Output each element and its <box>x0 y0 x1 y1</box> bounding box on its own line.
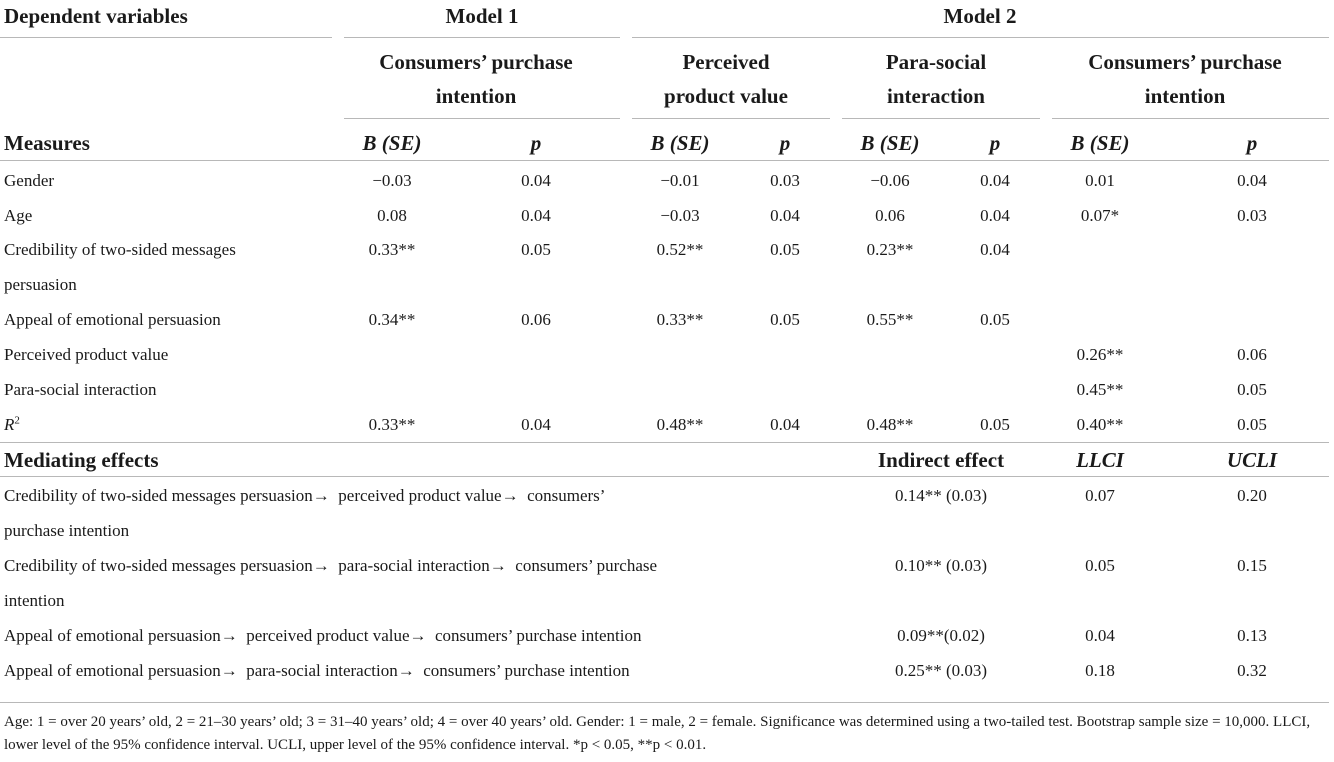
table-cell: 0.04 <box>1237 171 1267 190</box>
table-cell: 0.05 <box>770 310 800 329</box>
r2-cell: 0.48** <box>656 415 704 434</box>
divider-line <box>1052 118 1329 119</box>
row-label: Gender <box>4 171 55 190</box>
table-cell: −0.06 <box>870 171 910 190</box>
table-cell: 0.03 <box>1237 206 1267 225</box>
p-header: p <box>779 131 791 155</box>
r2-cell: 0.05 <box>980 415 1010 434</box>
table-cell: 0.04 <box>770 206 800 225</box>
r2-label-superscript: 2 <box>14 414 20 427</box>
row-label: Credibility of two-sided messages <box>4 240 236 259</box>
table-cell: 0.06 <box>1237 345 1267 364</box>
mediation-path: purchase intention <box>4 521 130 540</box>
divider-line <box>0 442 1329 443</box>
group2-line1: Perceived <box>682 50 770 74</box>
table-cell: −0.01 <box>660 171 700 190</box>
llci-cell: 0.05 <box>1085 556 1115 575</box>
r2-cell: 0.05 <box>1237 415 1267 434</box>
group1-line1: Consumers’ purchase <box>379 50 573 74</box>
r2-cell: 0.04 <box>770 415 800 434</box>
group3-line2: interaction <box>887 84 985 108</box>
ucli-cell: 0.15 <box>1237 556 1267 575</box>
ucli-cell: 0.32 <box>1237 661 1267 680</box>
table-cell: 0.33** <box>368 240 416 259</box>
mediation-path: Credibility of two-sided messages persuasion→ perceived product value→ consumers’ <box>4 486 606 505</box>
divider-line <box>0 37 332 38</box>
divider-line <box>0 160 1329 161</box>
r2-label <box>4 415 20 435</box>
table-cell: 0.52** <box>656 240 704 259</box>
table-cell: 0.05 <box>980 310 1010 329</box>
ucli-cell: 0.20 <box>1237 486 1267 505</box>
ucli-header: UCLI <box>1226 448 1278 472</box>
table-cell: 0.01 <box>1085 171 1115 190</box>
mediation-path: Appeal of emotional persuasion→ para-social interaction→ consumers’ purchase intention <box>4 661 630 680</box>
indirect-effect-header: Indirect effect <box>877 448 1005 472</box>
indirect-effect-cell: 0.10** (0.03) <box>894 556 988 575</box>
table-cell: 0.07* <box>1080 206 1120 225</box>
table-cell: 0.23** <box>866 240 914 259</box>
divider-line <box>632 37 1329 38</box>
row-label: persuasion <box>4 275 77 294</box>
table-cell: 0.55** <box>866 310 914 329</box>
dependent-variables-heading: Dependent variables <box>4 4 188 28</box>
b-se-header: B (SE) <box>860 131 920 155</box>
r2-cell: 0.33** <box>368 415 416 434</box>
table-cell: 0.45** <box>1076 380 1124 399</box>
row-label: Para-social interaction <box>4 380 157 399</box>
table-cell: 0.04 <box>980 206 1010 225</box>
group1-line2: intention <box>435 84 517 108</box>
r2-cell: 0.48** <box>866 415 914 434</box>
divider-line <box>0 702 1329 703</box>
model1-heading: Model 1 <box>445 4 519 28</box>
table-cell: 0.04 <box>521 206 551 225</box>
table-cell: 0.26** <box>1076 345 1124 364</box>
divider-line <box>842 118 1040 119</box>
table-cell: 0.05 <box>1237 380 1267 399</box>
r2-cell: 0.04 <box>521 415 551 434</box>
p-header: p <box>1246 131 1258 155</box>
llci-header: LLCI <box>1076 448 1124 472</box>
row-label: Age <box>4 206 33 225</box>
divider-line <box>632 118 830 119</box>
divider-line <box>344 118 620 119</box>
table-cell: 0.08 <box>377 206 407 225</box>
indirect-effect-cell: 0.25** (0.03) <box>894 661 988 680</box>
indirect-effect-cell: 0.09**(0.02) <box>897 626 985 645</box>
table-cell: 0.34** <box>368 310 416 329</box>
llci-cell: 0.04 <box>1085 626 1115 645</box>
indirect-effect-cell: 0.14** (0.03) <box>894 486 988 505</box>
group4-line1: Consumers’ purchase <box>1088 50 1282 74</box>
table-cell: 0.04 <box>521 171 551 190</box>
table-cell: 0.06 <box>521 310 551 329</box>
b-se-header: B (SE) <box>1070 131 1130 155</box>
row-label: Perceived product value <box>4 345 169 364</box>
divider-line <box>344 37 620 38</box>
row-label: Appeal of emotional persuasion <box>4 310 221 329</box>
table-cell: 0.03 <box>770 171 800 190</box>
llci-cell: 0.07 <box>1085 486 1115 505</box>
table-cell: 0.05 <box>521 240 551 259</box>
p-header: p <box>530 131 542 155</box>
mediating-effects-heading: Mediating effects <box>4 448 159 472</box>
r2-cell: 0.40** <box>1076 415 1124 434</box>
table-cell: 0.33** <box>656 310 704 329</box>
b-se-header: B (SE) <box>362 131 422 155</box>
mediation-path: Credibility of two-sided messages persuasion→ para-social interaction→ consumers’ purchase <box>4 556 658 575</box>
table-cell: 0.06 <box>875 206 905 225</box>
group4-line2: intention <box>1144 84 1226 108</box>
model2-heading: Model 2 <box>943 4 1017 28</box>
table-footnote: Age: 1 = over 20 years’ old, 2 = 21–30 years’ old; 3 = 31–40 years’ old; 4 = over 40 years’ old. Gender: 1 = male, 2 = female. Significance was determined using a two-tailed test. Bootstrap sample size = 10,000. LLCI, lower level of the 95% confidence interval. UCLI, upper level of the 95% confidence interval. *p < 0.05, **p < 0.01. <box>4 714 1311 753</box>
ucli-cell: 0.13 <box>1237 626 1267 645</box>
measures-heading: Measures <box>4 131 90 155</box>
group3-line1: Para-social <box>885 50 987 74</box>
llci-cell: 0.18 <box>1085 661 1115 680</box>
table-cell: 0.04 <box>980 171 1010 190</box>
table-cell: −0.03 <box>372 171 412 190</box>
table-cell: 0.04 <box>980 240 1010 259</box>
divider-line <box>0 476 1329 477</box>
table-cell: 0.05 <box>770 240 800 259</box>
table-cell: −0.03 <box>660 206 700 225</box>
p-header: p <box>989 131 1001 155</box>
b-se-header: B (SE) <box>650 131 710 155</box>
group2-line2: product value <box>664 84 788 108</box>
r2-label-base: R <box>4 415 15 434</box>
mediation-path: Appeal of emotional persuasion→ perceived product value→ consumers’ purchase intention <box>4 626 642 645</box>
mediation-path: intention <box>4 591 65 610</box>
